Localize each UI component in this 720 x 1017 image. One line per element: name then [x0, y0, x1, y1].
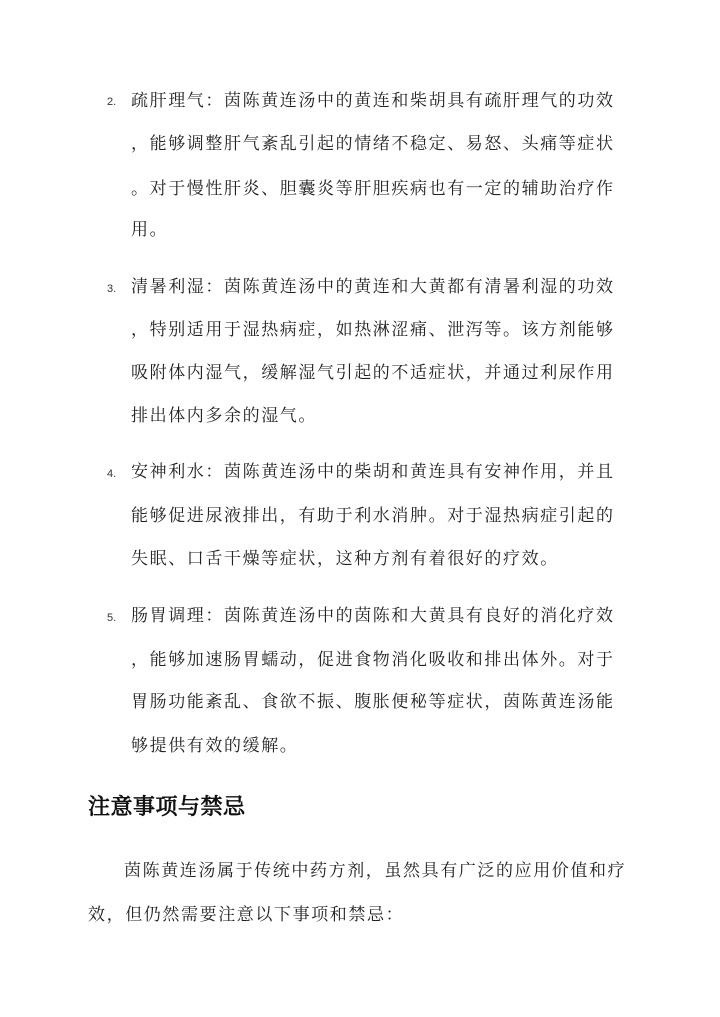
list-item-line: 排出体内多余的湿气。: [131, 406, 317, 426]
section-heading: 注意事项与禁忌: [88, 795, 246, 820]
list-item-line: 用。: [131, 220, 169, 240]
list-number: 4.: [107, 468, 117, 480]
list-item-line: 失眠、口舌干燥等症状，这种方剂有着很好的疗效。: [131, 549, 559, 569]
list-item-line: ，能够加速肠胃蠕动，促进食物消化吸收和排出体外。对于: [131, 650, 615, 670]
list-item-line: 能够促进尿液排出，有助于利水消肿。对于湿热病症引起的: [131, 506, 615, 526]
list-item-line: 安神利水：茵陈黄连汤中的柴胡和黄连具有安神作用，并且: [131, 462, 615, 482]
list-item-line: ，特别适用于湿热病症，如热淋涩痛、泄泻等。该方剂能够: [131, 320, 615, 340]
list-number: 3.: [107, 283, 117, 295]
list-item-line: 肠胃调理：茵陈黄连汤中的茵陈和大黄具有良好的消化疗效: [131, 606, 615, 626]
list-number: 2.: [107, 96, 117, 108]
list-item-line: ，能够调整肝气紊乱引起的情绪不稳定、易怒、头痛等症状: [131, 134, 615, 154]
list-item-line: 。对于慢性肝炎、胆囊炎等肝胆疾病也有一定的辅助治疗作: [131, 179, 615, 199]
list-item-line: 疏肝理气：茵陈黄连汤中的黄连和柴胡具有疏肝理气的功效: [131, 91, 615, 111]
list-item-line: 吸附体内湿气，缓解湿气引起的不适症状，并通过利尿作用: [131, 363, 615, 383]
list-number: 5.: [107, 612, 117, 624]
list-item-line: 清暑利湿：茵陈黄连汤中的黄连和大黄都有清暑利湿的功效: [131, 277, 615, 297]
list-item-line: 够提供有效的缓解。: [131, 736, 299, 756]
list-item-line: 胃肠功能紊乱、食欲不振、腹胀便秘等症状，茵陈黄连汤能: [131, 692, 615, 712]
paragraph-line: 效，但仍然需要注意以下事项和禁忌：: [88, 905, 405, 925]
paragraph-line: 茵陈黄连汤属于传统中药方剂，虽然具有广泛的应用价值和疗: [124, 861, 627, 881]
